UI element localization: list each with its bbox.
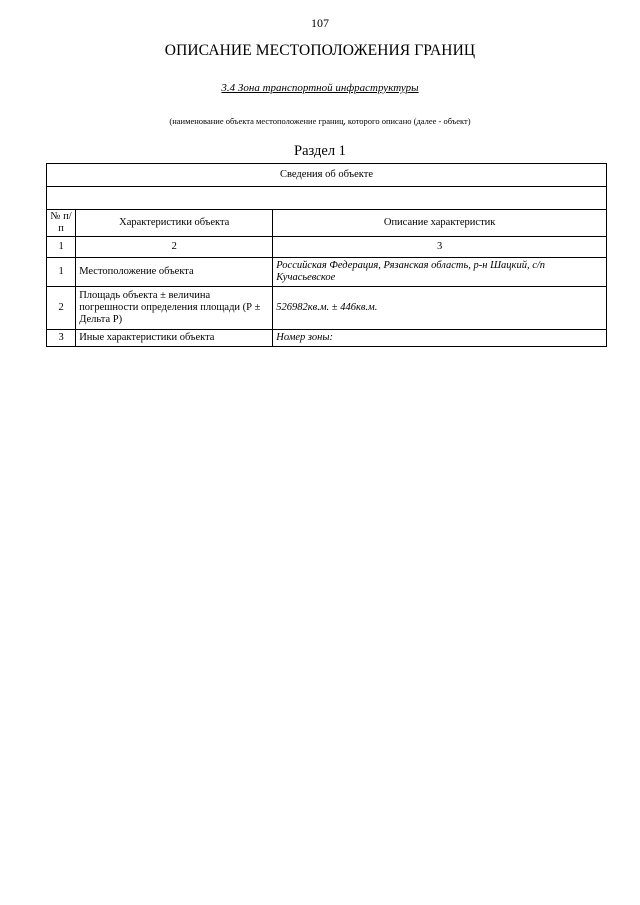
row-description: 526982кв.м. ± 446кв.м. xyxy=(273,287,607,330)
row-characteristic: Местоположение объекта xyxy=(76,258,273,287)
row-description: Российская Федерация, Рязанская область, р-н Шацкий, с/п Кучасьевское xyxy=(273,258,607,287)
zone-name: 3.4 Зона транспортной инфраструктуры xyxy=(221,82,419,94)
document-title: ОПИСАНИЕ МЕСТОПОЛОЖЕНИЯ ГРАНИЦ xyxy=(164,42,476,59)
table-empty-row xyxy=(47,187,607,210)
column-number-2: 2 xyxy=(76,237,273,258)
row-characteristic: Иные характеристики объекта xyxy=(76,330,273,347)
column-header-num: № п/п xyxy=(47,210,76,237)
section-title: Раздел 1 xyxy=(294,143,346,159)
row-number: 1 xyxy=(47,258,76,287)
row-number: 3 xyxy=(47,330,76,347)
row-characteristic: Площадь объекта ± величина погрешности определения площади (Р ± Дельта Р) xyxy=(76,287,273,330)
row-description: Номер зоны: xyxy=(273,330,607,347)
table-header: Сведения об объекте xyxy=(47,164,607,187)
table-row xyxy=(47,258,607,287)
object-info-table xyxy=(46,163,607,347)
column-number-row xyxy=(47,237,607,258)
table-header-row xyxy=(47,164,607,187)
zone-name-caption: (наименование объекта местоположение границ, которого описано (далее - объект) xyxy=(169,116,471,126)
zone-name-line xyxy=(0,82,640,94)
table-empty-cell xyxy=(47,187,607,210)
column-number-3: 3 xyxy=(273,237,607,258)
column-header-description: Описание характеристик xyxy=(273,210,607,237)
row-number: 2 xyxy=(47,287,76,330)
column-header-characteristic: Характеристики объекта xyxy=(76,210,273,237)
page-number: 107 xyxy=(311,16,329,30)
table-row xyxy=(47,287,607,330)
column-header-row xyxy=(47,210,607,237)
table-row xyxy=(47,330,607,347)
column-number-1: 1 xyxy=(47,237,76,258)
